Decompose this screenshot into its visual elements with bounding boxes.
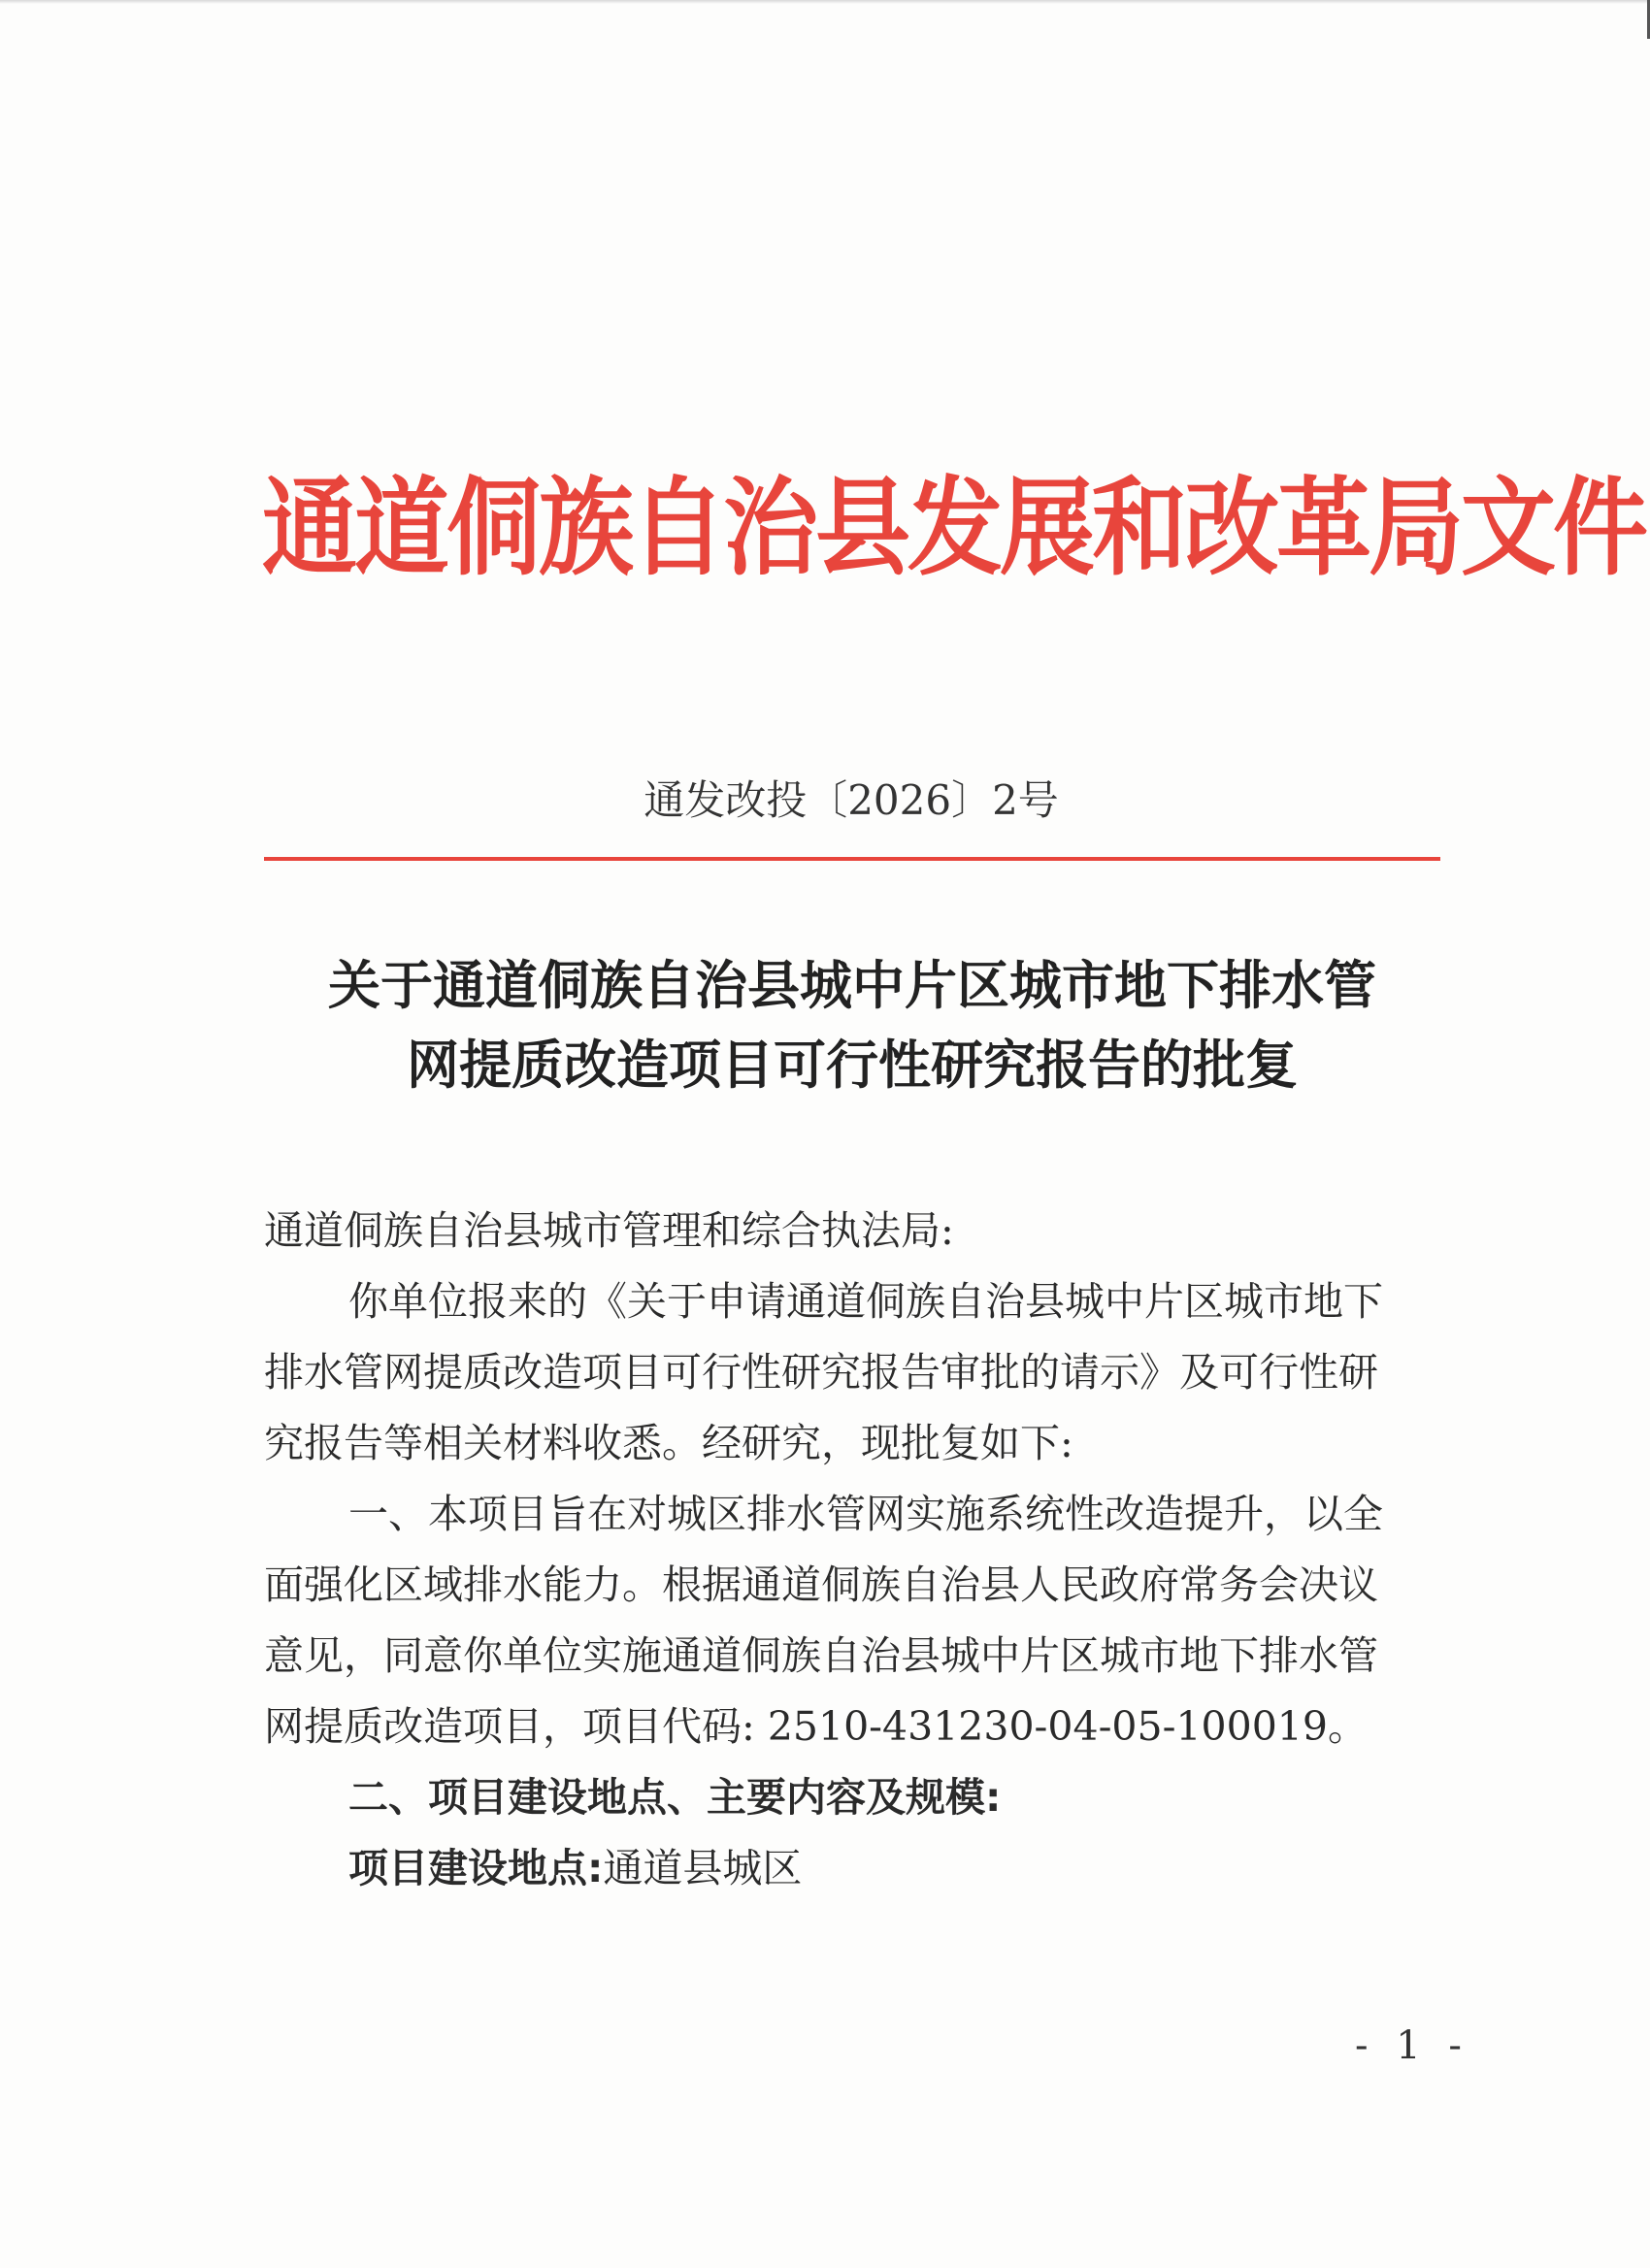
paragraph-2-line-2: 面强化区域排水能力。根据通道侗族自治县人民政府常务会决议 xyxy=(264,1561,1378,1608)
paragraph-1-line-2: 排水管网提质改造项目可行性研究报告审批的请示》及可行性研 xyxy=(264,1349,1378,1396)
project-location-value: 通道县城区 xyxy=(603,1845,803,1891)
paragraph-1-line-1: 你单位报来的《关于申请通道侗族自治县城中片区城市地下 xyxy=(348,1278,1383,1325)
paragraph-2-line-3: 意见，同意你单位实施通道侗族自治县城中片区城市地下排水管 xyxy=(264,1632,1378,1679)
project-location xyxy=(264,1833,1453,1904)
paragraph-1-line-3: 究报告等相关材料收悉。经研究，现批复如下: xyxy=(264,1420,1073,1466)
addressee: 通道侗族自治县城市管理和综合执法局: xyxy=(264,1207,954,1254)
red-divider-line xyxy=(264,857,1440,861)
page-number: - 1 - xyxy=(1355,2023,1469,2068)
section-2-heading-text: 二、项目建设地点、主要内容及规模: xyxy=(348,1774,1002,1821)
document-body xyxy=(264,1196,1453,1904)
scan-edge-top xyxy=(0,0,1650,4)
paragraph-2-line-1: 一、本项目旨在对城区排水管网实施系统性改造提升，以全 xyxy=(348,1491,1383,1537)
project-location-label: 项目建设地点: xyxy=(348,1845,604,1891)
document-title-line-2: 网提质改造项目可行性研究报告的批复 xyxy=(407,1035,1298,1096)
section-2-heading xyxy=(264,1762,1453,1833)
document-masthead: 通道侗族自治县发展和改革局文件 xyxy=(262,467,1646,592)
paragraph-2-line-4: 网提质改造项目，项目代码: 2510-431230-04-05-100019。 xyxy=(264,1703,1368,1750)
document-title xyxy=(264,946,1440,1105)
document-number: 通发改投〔2026〕2号 xyxy=(644,776,1059,824)
document-title-line-1: 关于通道侗族自治县城中片区城市地下排水管 xyxy=(328,955,1376,1016)
